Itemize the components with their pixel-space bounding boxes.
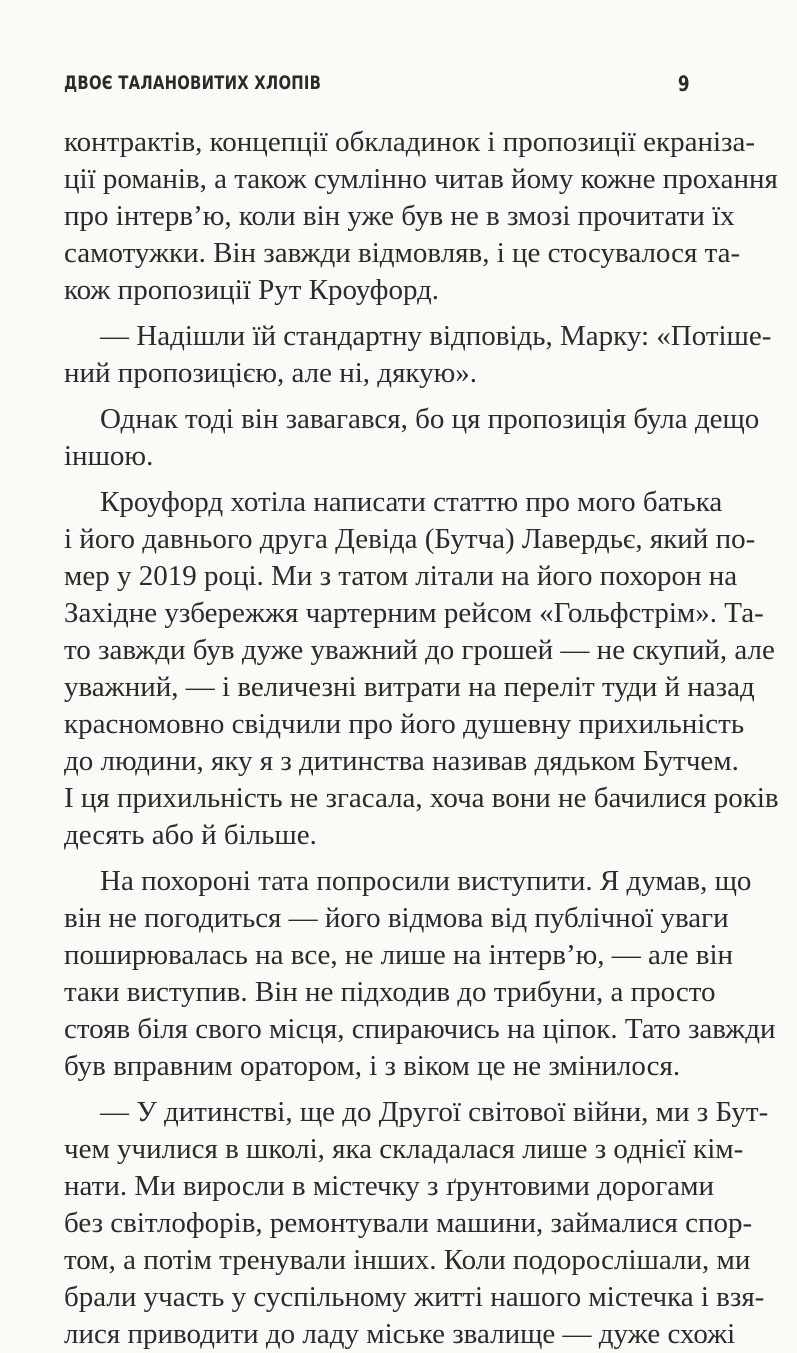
text-line: Західне узбережжя чартерним рейсом «Гольфстрім». Та- — [64, 597, 764, 629]
text-line: уважний, — і величезні витрати на переліт туди й назад — [64, 671, 755, 703]
text-line: таки виступив. Він не підходив до трибуни, а просто — [64, 976, 716, 1008]
text-line: іншою. — [64, 440, 154, 472]
text-line: контрактів, концепції обкладинок і пропозиції екранізa- — [64, 126, 756, 158]
text-line: ції романів, а також сумлінно читав йому кожне прохання — [64, 163, 778, 195]
text-line: то завжди був дуже уважний до грошей — не скупий, але — [64, 634, 775, 666]
paragraph — [64, 1094, 769, 1353]
text-line: кож пропозиції Рут Кроуфорд. — [64, 274, 440, 306]
paragraph-gap — [64, 475, 696, 484]
text-line: поширювалась на все, не лише на інтерв’ю, — але він — [64, 939, 734, 971]
text-line: брали участь у суспільному житті нашого містечка і взя- — [64, 1281, 765, 1313]
text-line: І ця прихильність не згасала, хоча вони не бачилися років — [64, 782, 779, 814]
paragraph-gap — [64, 392, 696, 401]
running-title: ДВОЄ ТАЛАНОВИТИХ ХЛОПІВ — [64, 72, 322, 94]
text-line: десять або й більше. — [64, 819, 317, 851]
text-line: він не погодиться — його відмова від публічної уваги — [64, 902, 729, 934]
running-header — [64, 72, 690, 100]
paragraph — [64, 401, 760, 475]
text-line: — У дитинстві, ще до Другої світової війни, ми з Бут- — [100, 1096, 769, 1128]
paragraph — [64, 318, 772, 392]
text-line: про інтерв’ю, коли він уже був не в змозі прочитати їх — [64, 200, 735, 232]
paragraph-gap — [64, 1085, 696, 1094]
text-line: і його давнього друга Девіда (Бутча) Лавердьє, який по- — [64, 523, 756, 555]
text-line: Кроуфорд хотіла написати статтю про мого батька — [100, 486, 723, 518]
text-line: мер у 2019 році. Ми з татом літали на його похорон на — [64, 560, 738, 592]
page-number: 9 — [678, 72, 690, 96]
text-line: без світлофорів, ремонтували машини, займалися спор- — [64, 1207, 753, 1239]
text-line: нати. Ми виросли в містечку з ґрунтовими дорогами — [64, 1170, 715, 1202]
text-line: красномовно свідчили про його душевну прихильність — [64, 708, 745, 740]
text-line: На похороні тата попросили виступити. Я думав, що — [100, 865, 752, 897]
paragraph — [64, 124, 778, 309]
text-line: — Надішли їй стандартну відповідь, Марку: «Потіше- — [100, 320, 772, 352]
text-line: до людини, яку я з дитинства називав дядьком Бутчем. — [64, 745, 739, 777]
text-line: стояв біля свого місця, спираючись на ціпок. Тато завжди — [64, 1013, 776, 1045]
text-line: чем училися в школі, яка складалася лише з однієї кім- — [64, 1133, 744, 1165]
paragraph — [64, 484, 779, 854]
text-line: ний пропозицією, але ні, дякую». — [64, 357, 477, 389]
text-line: лися приводити до ладу міське звалище — дуже схожі — [64, 1318, 736, 1350]
text-line: Однак тоді він завагався, бо ця пропозиція була дещо — [100, 403, 760, 435]
paragraph — [64, 863, 776, 1085]
text-line: том, а потім тренували інших. Коли подорослішали, ми — [64, 1244, 751, 1276]
paragraph-gap — [64, 854, 696, 863]
paragraph-gap — [64, 309, 696, 318]
text-line: був вправним оратором, і з віком це не змінилося. — [64, 1050, 681, 1082]
text-line: самотужки. Він завжди відмовляв, і це стосувалося та- — [64, 237, 741, 269]
body-text — [64, 124, 779, 1353]
